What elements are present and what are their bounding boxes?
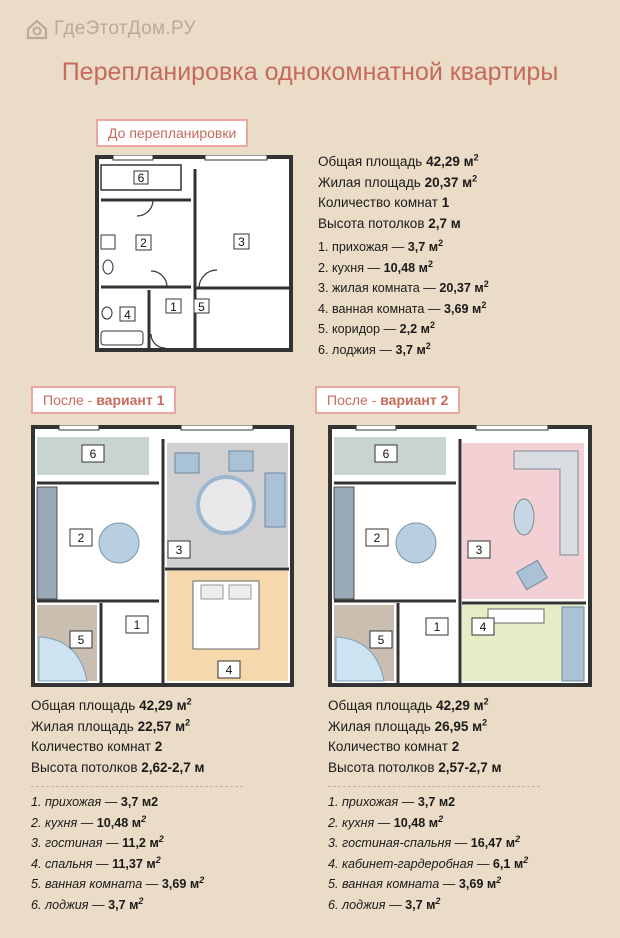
before-room-list xyxy=(318,237,489,360)
variant1-total-area: Общая площадь 42,29 $м^2$ xyxy=(31,696,192,713)
variant2-room-4-number: 4 xyxy=(479,620,487,634)
list-item: 6. лоджия — 3,7 $м^2$ xyxy=(328,895,441,912)
list-item: 3. гостиная-спальня — 16,47 $м^2$ xyxy=(328,833,521,850)
variant2-ceiling-height: Высота потолков 2,57-2,7 м xyxy=(328,759,502,775)
before-room-2-number: 2 xyxy=(140,236,147,250)
variant1-tag: После - вариант 1 xyxy=(31,386,176,414)
before-living-area: Жилая площадь 20,37 $м^2$ xyxy=(318,173,478,190)
variant1-divider xyxy=(31,786,243,787)
variant2-divider xyxy=(328,786,540,787)
before-room-5-number: 5 xyxy=(198,300,205,314)
variant1-room-5-number: 5 xyxy=(77,633,85,647)
list-item: 6. лоджия — 3,7 $м^2$ xyxy=(31,895,144,912)
variant1-room-count: Количество комнат 2 xyxy=(31,739,163,754)
before-stats xyxy=(318,152,479,234)
list-item: 6. лоджия — 3,7 $м^2$ xyxy=(318,340,431,357)
variant1-living-area: Жилая площадь 22,57 $м^2$ xyxy=(31,717,191,734)
variant2-room-5-number: 5 xyxy=(377,633,385,647)
variant2-room-1-number: 1 xyxy=(433,620,441,634)
variant2-room-6-number: 6 xyxy=(382,447,390,461)
variant2-living-area: Жилая площадь 26,95 $м^2$ xyxy=(328,717,488,734)
page-title: Перепланировка однокомнатной квартиры xyxy=(61,58,559,86)
variant1-room-2-number: 2 xyxy=(77,531,85,545)
list-item: 5. ванная комната — 3,69 $м^2$ xyxy=(328,874,502,891)
list-item: 1. прихожая — 3,7 $м^2$ xyxy=(318,237,444,254)
list-item: 1. прихожая — 3,7 м2 xyxy=(328,795,456,809)
before-floor-plan xyxy=(95,155,293,352)
variant2-room-2-number: 2 xyxy=(373,531,381,545)
before-room-6-number: 6 xyxy=(137,171,145,185)
before-room-1-number: 1 xyxy=(170,300,177,314)
list-item: 2. кухня — 10,48 $м^2$ xyxy=(318,258,433,275)
before-room-count: Количество комнат 1 xyxy=(318,195,450,210)
variant2-stats xyxy=(328,696,502,778)
list-item: 4. спальня — 11,37 $м^2$ xyxy=(31,854,161,871)
variant1-floor-plan xyxy=(31,425,294,687)
list-item: 2. кухня — 10,48 $м^2$ xyxy=(31,813,147,830)
variant2-tag: После - вариант 2 xyxy=(315,386,460,414)
site-logo[interactable] xyxy=(26,18,196,40)
variant1-room-4-number: 4 xyxy=(225,663,233,677)
variant1-room-1-number: 1 xyxy=(133,618,141,632)
house-logo-icon xyxy=(26,18,48,40)
variant2-room-3-number: 3 xyxy=(475,543,483,557)
list-item: 4. кабинет-гардеробная — 6,1 $м^2$ xyxy=(328,854,529,871)
variant1-room-list xyxy=(31,792,204,915)
list-item: 4. ванная комната — 3,69 $м^2$ xyxy=(318,299,487,316)
variant1-stats xyxy=(31,696,205,778)
variant2-room-list xyxy=(328,792,528,915)
before-room-4-number: 4 xyxy=(124,308,131,322)
variant2-total-area: Общая площадь 42,29 $м^2$ xyxy=(328,696,489,713)
list-item: 5. ванная комната — 3,69 $м^2$ xyxy=(31,874,205,891)
before-room-3-number: 3 xyxy=(238,235,245,249)
variant1-ceiling-height: Высота потолков 2,62-2,7 м xyxy=(31,759,205,775)
variant2-room-count: Количество комнат 2 xyxy=(328,739,460,754)
list-item: 5. коридор — 2,2 $м^2$ xyxy=(318,319,435,336)
variant1-room-6-number: 6 xyxy=(89,447,97,461)
logo-text: ГдеЭтотДом.РУ xyxy=(54,18,196,39)
list-item: 3. жилая комната — 20,37 $м^2$ xyxy=(318,278,489,295)
before-total-area: Общая площадь 42,29 $м^2$ xyxy=(318,152,479,169)
list-item: 2. кухня — 10,48 $м^2$ xyxy=(328,813,444,830)
before-tag: До перепланировки xyxy=(96,119,248,147)
list-item: 1. прихожая — 3,7 м2 xyxy=(31,795,159,809)
variant1-room-3-number: 3 xyxy=(175,543,183,557)
before-ceiling-height: Высота потолков 2,7 м xyxy=(318,215,461,231)
variant2-floor-plan xyxy=(328,425,592,687)
list-item: 3. гостиная — 11,2 $м^2$ xyxy=(31,833,164,850)
